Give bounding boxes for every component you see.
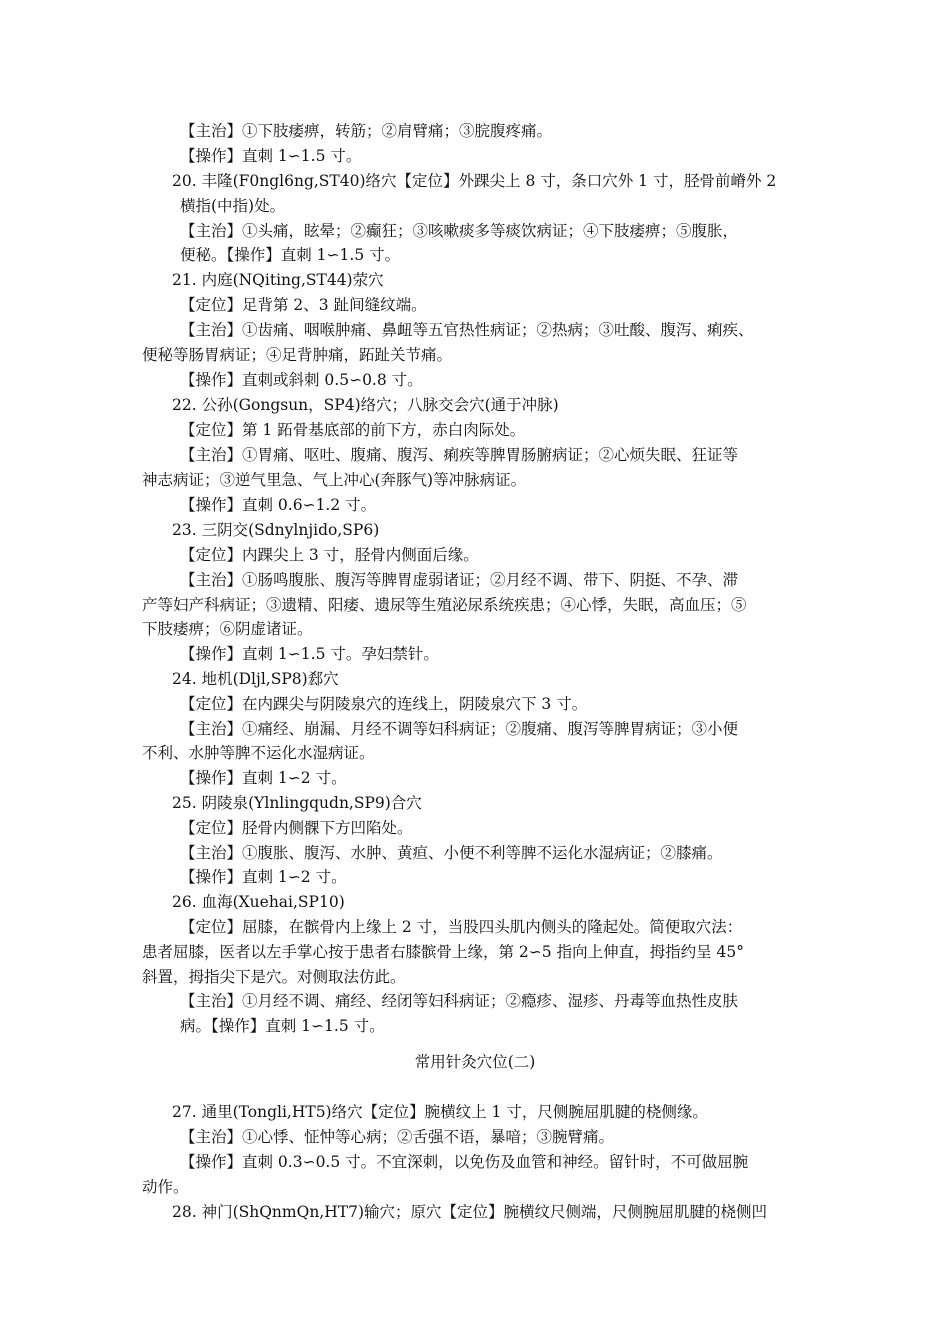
text-line: 21. 内庭(NQiting,ST44)荥穴 — [172, 271, 384, 289]
text-line: 【操作】直刺 0.3∽0.5 寸。不宜深刺，以免伤及血管和神经。留针时，不可做屈腕 — [180, 1153, 749, 1171]
section-title: 常用针灸穴位(二) — [414, 1053, 536, 1071]
text-line: 【操作】直刺 1∽2 寸。 — [180, 769, 347, 787]
text-line: 斜置，拇指尖下是穴。对侧取法仿此。 — [142, 968, 406, 986]
text-line: 不利、水肿等脾不运化水湿病证。 — [142, 744, 375, 762]
text-line: 【操作】直刺 0.6∽1.2 寸。 — [180, 496, 377, 514]
text-line: 【主治】①胃痛、呕吐、腹痛、腹泻、痢疾等脾胃肠腑病证；②心烦失眠、狂证等 — [180, 446, 739, 464]
text-line: 【定位】在内踝尖与阴陵泉穴的连线上，阴陵泉穴下 3 寸。 — [180, 695, 588, 713]
text-line: 【操作】直刺 1∽1.5 寸。 — [180, 147, 362, 165]
text-line: 【主治】①下肢痿痹，转筋；②肩臂痛；③脘腹疼痛。 — [180, 122, 553, 140]
text-line: 26. 血海(Xuehai,SP10) — [172, 893, 345, 911]
text-line: 【主治】①痛经、崩漏、月经不调等妇科病证；②腹痛、腹泻等脾胃病证；③小便 — [180, 720, 739, 738]
text-line: 【主治】①心悸、怔忡等心病；②舌强不语，暴喑；③腕臂痛。 — [180, 1128, 615, 1146]
text-line: 神志病证；③逆气里急、气上冲心(奔豚气)等冲脉病证。 — [142, 471, 527, 489]
text-line: 24. 地机(Dljl,SP8)郄穴 — [172, 670, 339, 688]
text-line: 22. 公孙(Gongsun，SP4)络穴；八脉交会穴(通于冲脉) — [172, 396, 559, 414]
text-line: 患者屈膝，医者以左手掌心按于患者右膝髌骨上缘，第 2∽5 指向上伸直，拇指约呈 45° — [142, 943, 744, 961]
text-line: 下肢痿痹；⑥阴虚诸证。 — [142, 620, 313, 638]
text-line: 【定位】足背第 2、3 趾间缝纹端。 — [180, 296, 427, 314]
text-line: 【主治】①肠鸣腹胀、腹泻等脾胃虚弱诸证；②月经不调、带下、阴挺、不孕、滞 — [180, 571, 739, 589]
text-line: 【定位】第 1 跖骨基底部的前下方，赤白肉际处。 — [180, 421, 526, 439]
text-line: 28. 神门(ShQnmQn,HT7)输穴；原穴【定位】腕横纹尺侧端，尺侧腕屈肌腱的桡侧凹 — [172, 1203, 767, 1221]
text-line: 【定位】胫骨内侧髁下方凹陷处。 — [180, 819, 413, 837]
text-line: 【定位】屈膝，在髌骨内上缘上 2 寸，当股四头肌内侧头的隆起处。简便取穴法： — [180, 918, 743, 936]
text-line: 动作。 — [142, 1178, 189, 1196]
text-line: 【定位】内踝尖上 3 寸，胫骨内侧面后缘。 — [180, 546, 479, 564]
text-line: 25. 阴陵泉(Ylnlingqudn,SP9)合穴 — [172, 794, 422, 812]
text-line: 病。【操作】直刺 1∽1.5 寸。 — [180, 1017, 385, 1035]
text-line: 便秘等肠胃病证；④足背肿痛，跖趾关节痛。 — [142, 346, 453, 364]
text-line: 产等妇产科病证；③遗精、阳痿、遗尿等生殖泌尿系统疾患；④心悸，失眠，高血压；⑤ — [142, 596, 747, 614]
text-line: 23. 三阴交(Sdnylnjido,SP6) — [172, 521, 380, 539]
text-line: 【主治】①齿痛、咽喉肿痛、鼻衄等五官热性病证；②热病；③吐酸、腹泻、痢疾、 — [180, 321, 754, 339]
text-line: 横指(中指)处。 — [180, 197, 286, 215]
text-line: 【主治】①月经不调、痛经、经闭等妇科病证；②瘾疹、湿疹、丹毒等血热性皮肤 — [180, 992, 739, 1010]
text-line: 【操作】直刺 1∽2 寸。 — [180, 868, 347, 886]
text-line: 【主治】①腹胀、腹泻、水肿、黄疸、小便不利等脾不运化水湿病证；②膝痛。 — [180, 844, 723, 862]
text-line: 便秘。【操作】直刺 1∽1.5 寸。 — [180, 246, 401, 264]
text-line: 【主治】①头痛，眩晕；②癫狂；③咳嗽痰多等痰饮病证；④下肢痿痹；⑤腹胀， — [180, 222, 739, 240]
text-line: 27. 通里(Tongli,HT5)络穴【定位】腕横纹上 1 寸，尺侧腕屈肌腱的桡侧缘。 — [172, 1103, 708, 1121]
text-line: 20. 丰隆(F0ngl6ng,ST40)络穴【定位】外踝尖上 8 寸，条口穴外 1 寸，胫骨前嵴外 2 — [172, 172, 777, 190]
text-line: 【操作】直刺 1∽1.5 寸。孕妇禁针。 — [180, 645, 439, 663]
text-line: 【操作】直刺或斜刺 0.5∽0.8 寸。 — [180, 371, 423, 389]
